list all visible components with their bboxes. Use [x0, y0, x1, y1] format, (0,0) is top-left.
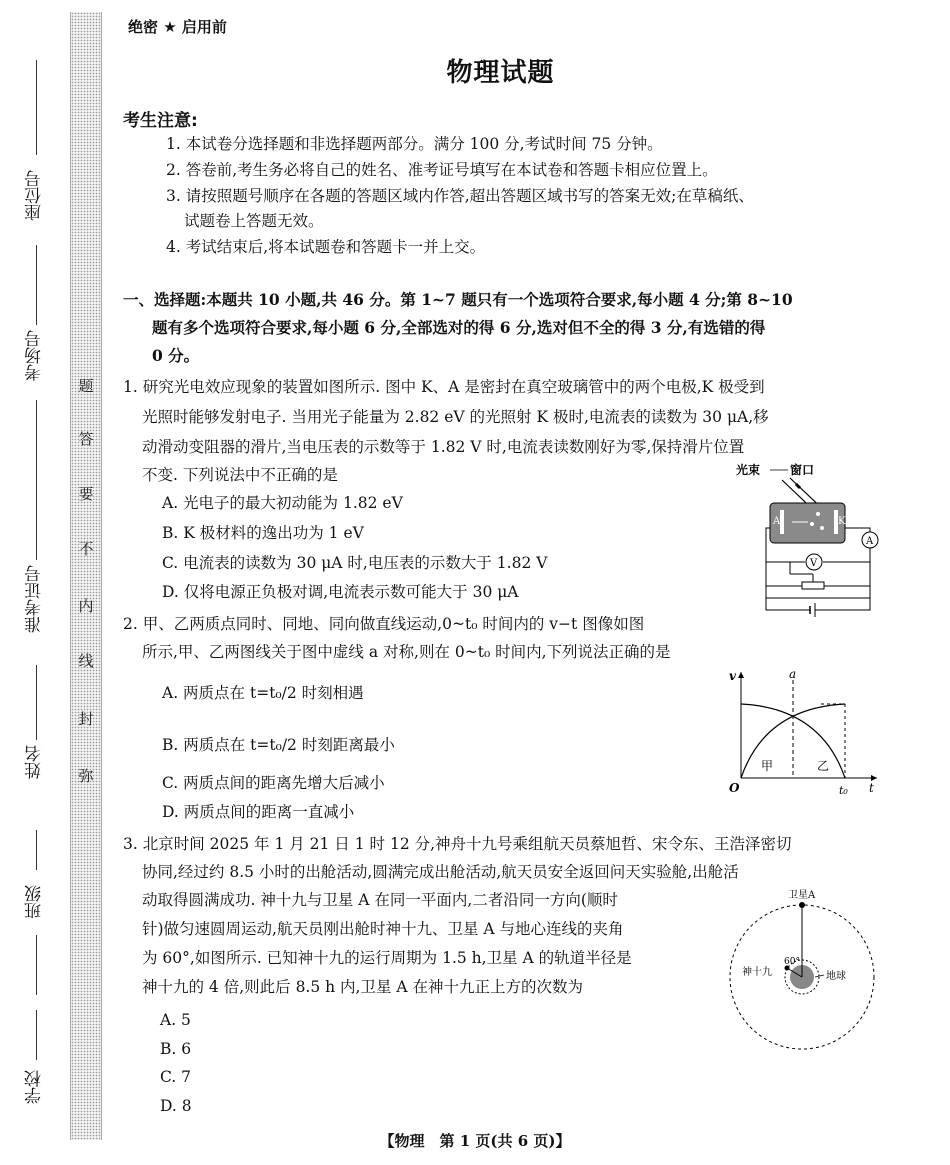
notice-item: 3. 请按照题号顺序在各题的答题区域内作答,超出答题区域书写的答案无效;在草稿纸、 — [166, 187, 754, 205]
q3-option-a: A. 5 — [160, 1011, 191, 1029]
question-1-text: 1. 研究光电效应现象的装置如图所示. 图中 K、A 是密封在真空玻璃管中的两个电极,K 极受到 — [123, 378, 765, 396]
notice-item: 4. 考试结束后,将本试题卷和答题卡一并上交。 — [166, 238, 486, 256]
window-label: 窗口 — [790, 463, 815, 477]
beam-label: 光束 — [736, 463, 761, 477]
field-school-label: 学校 — [25, 1070, 45, 1104]
t-axis-label: t — [869, 781, 874, 795]
t0-label: t₀ — [839, 784, 848, 797]
q2-option-d: D. 两质点间的距离一直减小 — [162, 803, 355, 821]
field-class[interactable] — [22, 830, 52, 1000]
field-name[interactable] — [22, 665, 52, 825]
page-title: 物理试题 — [446, 58, 555, 88]
field-exam-room[interactable] — [22, 245, 52, 395]
question-3-text: 协同,经过约 8.5 小时的出舱活动,圆满完成出舱活动,航天员安全返回问天实验舱,出舱活 — [142, 863, 739, 881]
notice-item: 1. 本试卷分选择题和非选择题两部分。满分 100 分,考试时间 75 分钟。 — [166, 135, 663, 153]
field-seat[interactable] — [22, 60, 52, 240]
satellite-a-label: 卫星A — [788, 890, 816, 901]
q3-option-d: D. 8 — [160, 1097, 192, 1115]
shenshijiu-label: 神十九 — [742, 967, 772, 978]
rheostat — [802, 582, 824, 589]
notice-item: 试题卷上答题无效。 — [184, 212, 324, 230]
question-1-text: 动滑动变阻器的滑片,当电压表的示数等于 1.82 V 时,电流表读数刚好为零,保持滑片位置 — [142, 438, 745, 456]
question-1-text: 不变. 下列说法中不正确的是 — [142, 466, 338, 484]
v-axis-label: v — [729, 669, 736, 683]
seal-char: 要 — [78, 485, 94, 503]
q1-option-a: A. 光电子的最大初动能为 1.82 eV — [162, 494, 403, 512]
q1-option-c: C. 电流表的读数为 30 μA 时,电压表的示数大于 1.82 V — [162, 554, 548, 572]
binding-strip — [70, 12, 102, 1140]
q1-option-d: D. 仅将电源正负极对调,电流表示数可能大于 30 μA — [162, 583, 519, 601]
q3-option-b: B. 6 — [160, 1040, 192, 1058]
notice-heading: 考生注意: — [123, 111, 198, 131]
field-school[interactable] — [22, 1010, 52, 1140]
vt-graph-figure — [725, 668, 885, 813]
ammeter-label: A — [866, 536, 874, 547]
section-heading: 0 分。 — [152, 346, 200, 365]
q3-option-c: C. 7 — [160, 1068, 192, 1086]
electrode-k-label: K — [838, 516, 846, 527]
q1-option-b: B. K 极材料的逸出功为 1 eV — [162, 524, 364, 542]
field-exam-room-label: 考场号 — [25, 330, 45, 381]
question-3-text: 3. 北京时间 2025 年 1 月 21 日 1 时 12 分,神舟十九号乘组航天员蔡旭哲、宋令东、王浩泽密切 — [123, 835, 792, 853]
q2-option-a: A. 两质点在 t=t₀/2 时刻相遇 — [162, 684, 364, 702]
electrode-a-label: A — [773, 516, 781, 527]
candidate-info-margin — [0, 0, 70, 1165]
seal-char: 不 — [78, 540, 94, 558]
seal-char: 封 — [78, 710, 94, 728]
question-2-text: 2. 甲、乙两质点同时、同地、同向做直线运动,0~t₀ 时间内的 v−t 图像如图 — [123, 615, 645, 633]
question-3-text: 动取得圆满成功. 神十九与卫星 A 在同一平面内,二者沿同一方向(顺时 — [142, 891, 618, 909]
field-seat-label: 座位号 — [25, 170, 45, 221]
field-name-label: 姓名 — [25, 745, 45, 779]
field-admission-number-label: 准考证号 — [25, 565, 45, 633]
notice-item: 2. 答卷前,考生务必将自己的姓名、准考证号填写在本试卷和答题卡相应位置上。 — [166, 161, 718, 179]
section-heading: 题有多个选项符合要求,每小题 6 分,全部选对的得 6 分,选对但不全的得 3 分,有选错的得 — [152, 318, 766, 337]
confidential-tag: 绝密 ★ 启用前 — [128, 18, 227, 36]
field-class-label: 班级 — [25, 885, 45, 919]
question-2-text: 所示,甲、乙两图线关于图中虚线 a 对称,则在 0~t₀ 时间内,下列说法正确的是 — [142, 643, 671, 661]
question-3-text: 针)做匀速圆周运动,航天员刚出舱时神十九、卫星 A 与地心连线的夹角 — [142, 920, 624, 938]
seal-char: 答 — [78, 430, 94, 448]
voltmeter-label: V — [810, 558, 818, 569]
page-footer: 【物理 第 1 页(共 6 页)】 — [379, 1132, 571, 1150]
question-3-text: 为 60°,如图所示. 已知神十九的运行周期为 1.5 h,卫星 A 的轨道半径是 — [142, 949, 632, 967]
photoelectric-circuit-figure — [730, 458, 890, 623]
seal-char: 题 — [78, 377, 94, 395]
seal-char: 弥 — [78, 767, 94, 785]
seal-char: 线 — [78, 652, 94, 670]
q2-option-c: C. 两质点间的距离先增大后减小 — [162, 774, 385, 792]
yi-label: 乙 — [817, 759, 830, 773]
symmetry-line-label: a — [789, 668, 797, 681]
angle-label: 60° — [784, 957, 800, 967]
section-heading: 一、选择题:本题共 10 小题,共 46 分。第 1~7 题只有一个选项符合要求,每小题 4 分;第 8~10 — [123, 290, 793, 309]
question-1-text: 光照时能够发射电子. 当用光子能量为 2.82 eV 的光照射 K 极时,电流表的读数为 30 μA,移 — [142, 408, 769, 426]
seal-char: 内 — [78, 597, 94, 615]
origin-label: O — [729, 781, 740, 795]
q2-option-b: B. 两质点在 t=t₀/2 时刻距离最小 — [162, 736, 395, 754]
question-3-text: 神十九的 4 倍,则此后 8.5 h 内,卫星 A 在神十九正上方的次数为 — [142, 978, 584, 996]
orbit-figure — [722, 882, 892, 1052]
jia-label: 甲 — [761, 759, 774, 773]
earth-label: 地球 — [826, 971, 846, 982]
field-admission-number[interactable] — [22, 400, 52, 660]
